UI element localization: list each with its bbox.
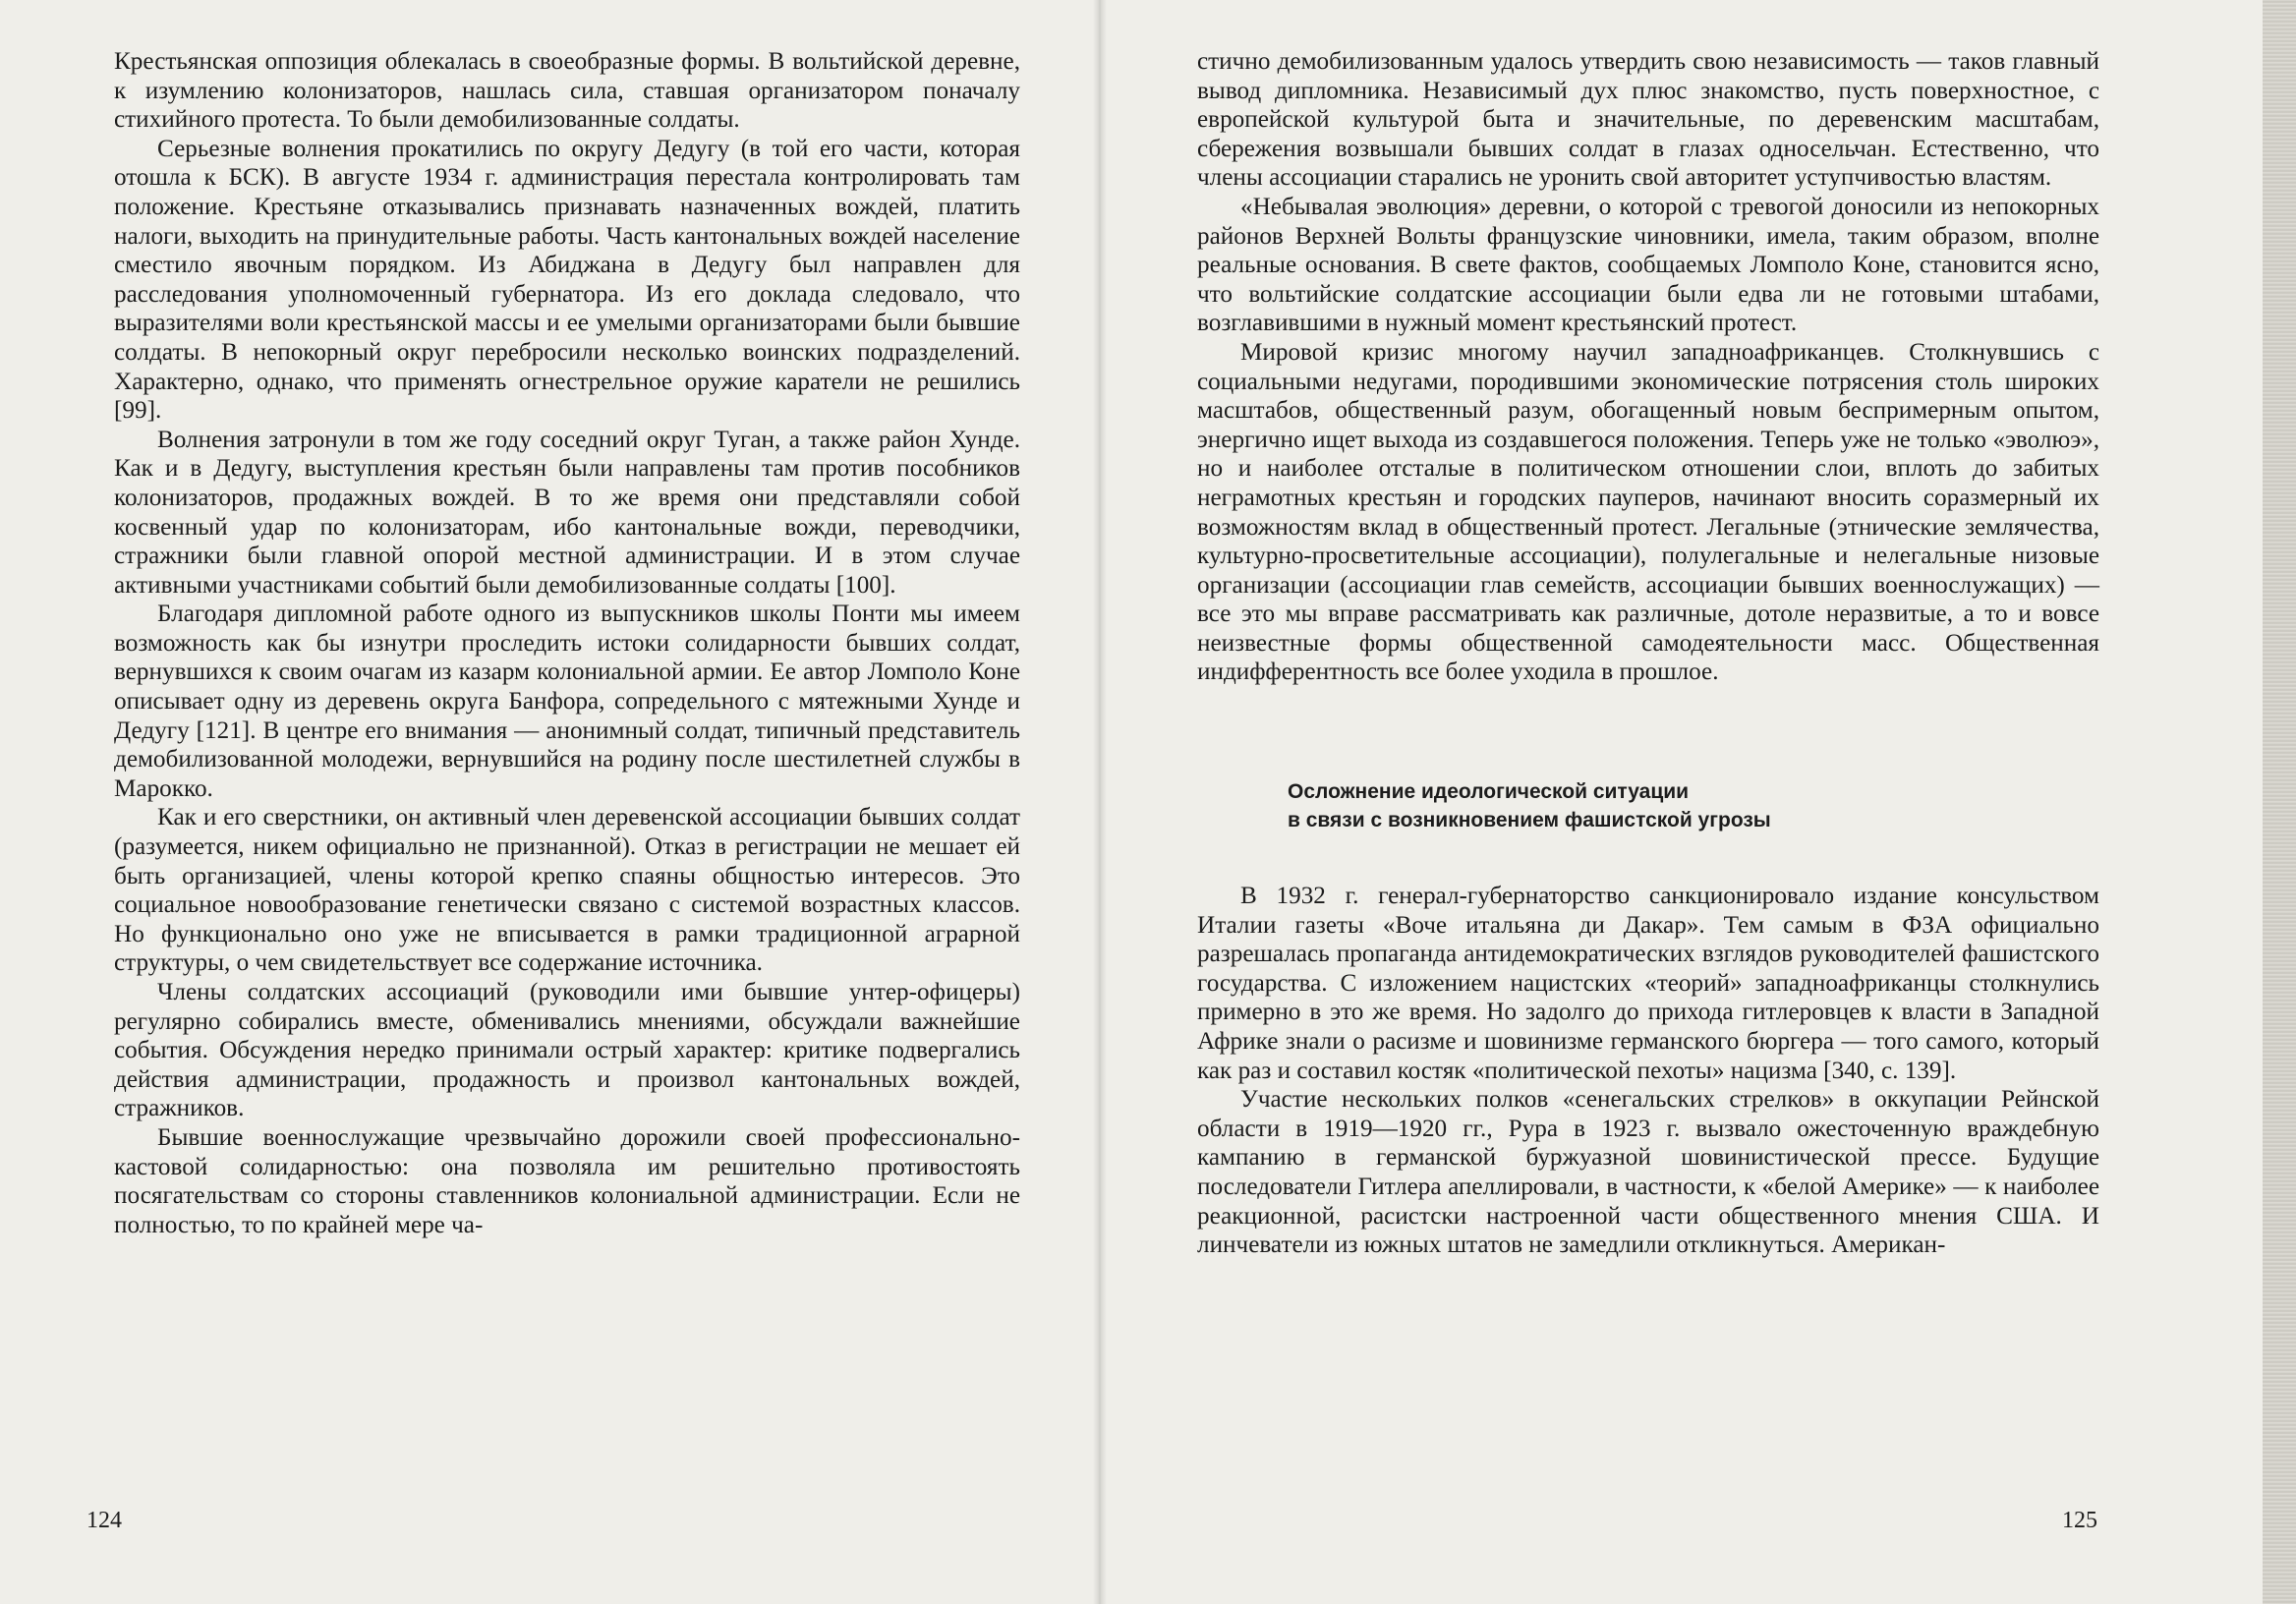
paragraph: Как и его сверстники, он активный член деревенской ассоциации бывших солдат (разумеется, никем официально не признанной). Отказ в регистрации не мешает ей быть организацией, члены которой крепко спаяны общностью интересов. Это социальное новообразование генетически связано с системой возрастных классов. Но функционально оно уже не вписывается в рамки традиционной аграрной структуры, о чем свидетельствует все содержание источника. bbox=[114, 804, 1020, 977]
paragraph: Благодаря дипломной работе одного из выпускников школы Понти мы имеем возможность как бы изнутри проследить истоки солидарности бывших солдат, вернувшихся к своим очагам из казарм колониальной армии. Ее автор Ломполо Коне описывает одну из деревень округа Банфора, сопредельного с мятежными Хунде и Дедугу [121]. В центре его внимания — анонимный солдат, типичный представитель демобилизованной молодежи, вернувшийся на родину после шестилетней службы в Марокко. bbox=[114, 601, 1020, 802]
paragraph: Волнения затронули в том же году соседний округ Туган, а также район Хунде. Как и в Дедугу, выступления крестьян были направлены там против пособников колонизаторов, продажных вождей. В то же время они представляли собой косвенный удар по колонизаторам, ибо кантональные вожди, переводчики, стражники были главной опорой местной администрации. И в этом случае активными участниками событий были демобилизованные солдаты [100]. bbox=[114, 426, 1020, 599]
paragraph: Бывшие военнослужащие чрезвычайно дорожили своей профессионально-кастовой солидарностью: она позволяла им решительно противостоять посягательствам со стороны ставленников колониальной администрации. Если не полностью, то по крайней мере ча- bbox=[114, 1123, 1020, 1238]
section-heading-line-2: в связи с возникновением фашистской угрозы bbox=[1288, 809, 1771, 832]
page-number: 125 bbox=[2062, 1508, 2097, 1533]
paragraph: Участие нескольких полков «сенегальских стрелков» в оккупации Рейнской области в 1919—1920 гг., Рура в 1923 г. вызвало ожесточенную враждебную кампанию в германской буржуазной шовинистической прессе. Будущие последователи Гитлера апеллировали, в частности, к «белой Америке» — к наиболее реакционной, расистски настроенной части общественного мнения США. И линчеватели из южных штатов не замедлили откликнуться. Американ- bbox=[1197, 1086, 2099, 1259]
section-heading-line-1: Осложнение идеологической ситуации bbox=[1288, 780, 1690, 804]
paragraph: Серьезные волнения прокатились по округу Дедугу (в той его части, которая отошла к БСК). В августе 1934 г. администрация перестала контролировать там положение. Крестьяне отказывались признавать назначенных вождей, платить налоги, выходить на принудительные работы. Часть кантональных вождей население сместило явочным порядком. Из Абиджана в Дедугу был направлен для расследования уполномоченный губернатора. Из его доклада следовало, что выразителями воли крестьянской массы и ее умелыми организаторами были бывшие солдаты. В непокорный округ перебросили несколько воинских подразделений. Характерно, однако, что применять огнестрельное оружие каратели не решились [99]. bbox=[114, 135, 1020, 425]
spacer bbox=[1197, 834, 2099, 882]
right-page bbox=[1099, 0, 2296, 1604]
paragraph: В 1932 г. генерал-губернаторство санкционировало издание консульством Италии газеты «Воче итальяна ди Дакар». Тем самым в ФЗА официально разрешалась пропаганда антидемократических взглядов руководителей фашистского государства. С изложением нацистских «теорий» западноафриканцы столкнулись примерно в это же время. Но задолго до прихода гитлеровцев к власти в Западной Африке знали о расизме и шовинизме германского бюргера — того самого, который как раз и составил костяк «политической пехоты» нацизма [340, с. 139]. bbox=[1197, 883, 2099, 1084]
paragraph: Члены солдатских ассоциаций (руководили ими бывшие унтер-офицеры) регулярно собирались вместе, обменивались мнениями, обсуждали важнейшие события. Обсуждения нередко принимали острый характер: критике подвергались действия администрации, продажность и произвол кантональных вождей, стражников. bbox=[114, 979, 1020, 1122]
left-page-text bbox=[114, 47, 1020, 1239]
paragraph: «Небывалая эволюция» деревни, о которой с тревогой доносили из непокорных районов Верхней Вольты французские чиновники, имела, таким образом, вполне реальные основания. В свете фактов, сообщаемых Ломполо Коне, становится ясно, что вольтийские солдатские ассоциации были едва ли не готовыми штабами, возглавившими в нужный момент крестьянский протест. bbox=[1197, 193, 2099, 337]
spacer bbox=[1197, 687, 2099, 777]
page-number: 124 bbox=[86, 1508, 122, 1533]
paragraph: стично демобилизованным удалось утвердить свою независимость — таков главный вывод дипломника. Независимый дух плюс знакомство, пусть поверхностное, с европейской культурой быта и значительные, по деревенским масштабам, сбережения возвышали бывших солдат в глазах односельчан. Естественно, что члены ассоциации старались не уронить свой авторитет уступчивостью властям. bbox=[1197, 48, 2099, 192]
paragraph: Мировой кризис многому научил западноафриканцев. Столкнувшись с социальными недугами, породившими экономические потрясения столь широких масштабов, общественный разум, обогащенный новым беспримерным опытом, энергично ищет выхода из создавшегося положения. Теперь уже не только «эволюэ», но и наиболее отсталые в политическом отношении слои, вплоть до забитых неграмотных крестьян и городских пауперов, начинают вносить соразмерный их возможностям вклад в общественный протест. Легальные (этнические землячества, культурно-просветительные ассоциации), полулегальные и нелегальные низовые организации (ассоциации глав семейств, ассоциации бывших военнослужащих) — все это мы вправе рассматривать как различные, дотоле неразвитые, а то и вовсе неизвестные формы общественной самодеятельности масс. Общественная индифферентность все более уходила в прошлое. bbox=[1197, 338, 2099, 686]
paragraph: Крестьянская оппозиция облекалась в своеобразные формы. В вольтийской деревне, к изумлению колонизаторов, нашлась сила, ставшая организатором поначалу стихийного протеста. То были демобилизованные солдаты. bbox=[114, 48, 1020, 134]
left-page bbox=[0, 0, 1099, 1604]
right-page-text bbox=[1197, 47, 2099, 1260]
page-edge bbox=[2263, 0, 2296, 1604]
